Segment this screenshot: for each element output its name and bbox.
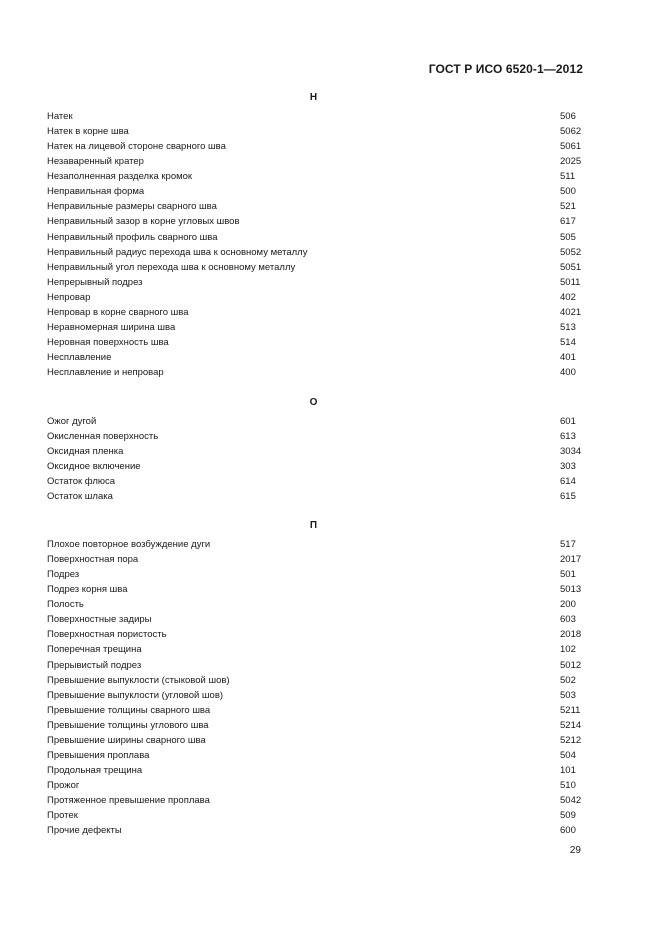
index-entry — [47, 320, 580, 335]
entry-term: Неправильные размеры сварного шва — [47, 201, 217, 213]
entry-term: Остаток шлака — [47, 491, 113, 503]
entry-code: 4021 — [560, 306, 582, 318]
index-entry — [47, 763, 580, 778]
entry-code: 603 — [560, 614, 576, 626]
entry-code: 510 — [560, 780, 576, 791]
index-entry — [47, 260, 580, 275]
entry-code: 500 — [560, 186, 576, 198]
entry-term: Ожог дугой — [47, 416, 97, 427]
entry-code: 401 — [560, 352, 576, 363]
section-letter: Н — [309, 92, 318, 103]
entry-term: Несплавление — [47, 352, 112, 363]
index-entry — [47, 199, 580, 214]
entry-code: 511 — [560, 171, 576, 183]
entry-code: 502 — [560, 674, 576, 686]
entry-term: Превышение выпуклости (стыковой шов) — [47, 674, 230, 686]
entry-code: 2018 — [560, 629, 582, 641]
entry-code: 5061 — [560, 141, 582, 153]
entry-code: 5212 — [560, 734, 582, 746]
entry-term: Плохое повторное возбуждение дуги — [47, 539, 211, 550]
index-entry — [47, 808, 580, 823]
index-entry — [47, 365, 580, 380]
index-entry — [47, 335, 580, 350]
index-entry — [47, 109, 580, 124]
section-p — [47, 518, 580, 838]
entry-code: 506 — [560, 111, 576, 122]
entry-term: Протек — [47, 810, 78, 822]
entry-term: Превышение толщины сварного шва — [47, 704, 211, 716]
entry-code: 509 — [560, 810, 576, 822]
entry-term: Подрез — [47, 569, 80, 581]
entry-term: Неправильный угол перехода шва к основному металлу — [47, 261, 296, 273]
entry-term: Натек на лицевой стороне сварного шва — [47, 141, 226, 153]
entry-code: 400 — [560, 367, 576, 379]
entry-code: 5042 — [560, 795, 582, 807]
section-n — [47, 90, 580, 380]
entry-code: 2025 — [560, 156, 582, 168]
index-entry — [47, 184, 580, 199]
page-number: 29 — [569, 845, 581, 856]
entry-code: 501 — [560, 569, 576, 581]
index-entry — [47, 567, 580, 582]
entry-code: 102 — [560, 644, 576, 656]
entry-code: 5211 — [560, 704, 581, 716]
index-entry — [47, 582, 580, 597]
entry-term: Превышение выпуклости (угловой шов) — [47, 689, 224, 701]
entry-code: 505 — [560, 231, 576, 243]
entry-term: Неправильный зазор в корне угловых швов — [47, 216, 240, 228]
index-entry — [47, 748, 580, 763]
entry-code: 615 — [560, 491, 576, 503]
entry-term: Неправильный профиль сварного шва — [47, 231, 218, 243]
entry-term: Незаваренный кратер — [47, 156, 144, 168]
index-entry — [47, 537, 580, 552]
section-o — [47, 395, 580, 504]
index-entry — [47, 688, 580, 703]
entry-code: 101 — [560, 764, 576, 776]
index-entry — [47, 350, 580, 365]
entry-term: Прочие дефекты — [47, 825, 122, 837]
index-entry — [47, 642, 580, 657]
entry-term: Непровар в корне сварного шва — [47, 306, 189, 318]
index-entry — [47, 154, 580, 169]
entry-code: 303 — [560, 461, 576, 473]
index-entry — [47, 444, 580, 459]
entry-code: 513 — [560, 321, 576, 333]
index-entry — [47, 552, 580, 567]
index-entry — [47, 290, 580, 305]
entry-term: Неправильная форма — [47, 186, 145, 198]
entry-code: 3034 — [560, 446, 582, 458]
entry-code: 5013 — [560, 584, 582, 596]
entry-term: Превышение ширины сварного шва — [47, 734, 206, 746]
entry-code: 601 — [560, 416, 576, 427]
entry-code: 614 — [560, 476, 576, 488]
index-entry — [47, 230, 580, 245]
entry-code: 517 — [560, 539, 576, 550]
entry-code: 613 — [560, 431, 576, 443]
index-entry — [47, 275, 580, 290]
entry-code: 5011 — [560, 276, 581, 288]
entry-code: 5012 — [560, 659, 582, 671]
entry-term: Поперечная трещина — [47, 644, 142, 656]
index-entry — [47, 489, 580, 504]
entry-code: 5062 — [560, 126, 582, 138]
index-entry — [47, 169, 580, 184]
entry-term: Превышения проплава — [47, 749, 150, 761]
entry-term: Неправильный радиус перехода шва к основному металлу — [47, 246, 308, 258]
index-entry — [47, 214, 580, 229]
index-entry — [47, 305, 580, 320]
entry-term: Протяженное превышение проплава — [47, 795, 210, 807]
entry-code: 600 — [560, 825, 576, 837]
entry-code: 617 — [560, 216, 576, 228]
entry-term: Оксидная пленка — [47, 446, 124, 458]
index-entry — [47, 245, 580, 260]
index-entry — [47, 429, 580, 444]
entry-term: Натек в корне шва — [47, 126, 129, 138]
index-entry — [47, 414, 580, 429]
entry-term: Несплавление и непровар — [47, 367, 164, 379]
entry-code: 200 — [560, 599, 576, 611]
index-entry — [47, 703, 580, 718]
index-entry — [47, 612, 580, 627]
entry-term: Превышение толщины углового шва — [47, 719, 209, 731]
entry-term: Непровар — [47, 291, 91, 303]
entry-term: Поверхностная пора — [47, 554, 139, 566]
entry-term: Прожог — [47, 780, 80, 791]
index-entry — [47, 474, 580, 489]
index-entry — [47, 459, 580, 474]
index-entry — [47, 793, 580, 808]
entry-term: Поверхностные задиры — [47, 614, 152, 626]
entry-term: Оксидное включение — [47, 461, 141, 473]
document-id: ГОСТ Р ИСО 6520-1—2012 — [428, 62, 583, 76]
index-entry — [47, 139, 580, 154]
entry-term: Поверхностная пористость — [47, 629, 167, 641]
index-entry — [47, 658, 580, 673]
index-entry — [47, 597, 580, 612]
index-entry — [47, 823, 580, 838]
entry-code: 521 — [560, 201, 576, 213]
entry-term: Незаполненная разделка кромок — [47, 171, 193, 183]
index-entry — [47, 778, 580, 793]
entry-term: Прерывистый подрез — [47, 659, 142, 671]
index-entry — [47, 124, 580, 139]
entry-code: 5051 — [560, 261, 582, 273]
index-entry — [47, 718, 580, 733]
entry-term: Окисленная поверхность — [47, 431, 159, 443]
section-letter: П — [309, 520, 318, 531]
entry-code: 2017 — [560, 554, 582, 566]
entry-code: 503 — [560, 689, 576, 701]
entry-term: Непрерывный подрез — [47, 276, 143, 288]
entry-term: Неровная поверхность шва — [47, 336, 169, 348]
entry-code: 402 — [560, 291, 576, 303]
entry-term: Продольная трещина — [47, 764, 143, 776]
entry-code: 504 — [560, 749, 576, 761]
index-entry — [47, 673, 580, 688]
index-entry — [47, 733, 580, 748]
section-letter: О — [309, 397, 318, 408]
entry-code: 514 — [560, 336, 576, 348]
entry-code: 5214 — [560, 719, 582, 731]
entry-term: Подрез корня шва — [47, 584, 128, 596]
index-entry — [47, 627, 580, 642]
entry-term: Остаток флюса — [47, 476, 116, 488]
entry-term: Неравномерная ширина шва — [47, 321, 176, 333]
entry-term: Натек — [47, 111, 73, 122]
entry-term: Полость — [47, 599, 84, 611]
entry-code: 5052 — [560, 246, 582, 258]
